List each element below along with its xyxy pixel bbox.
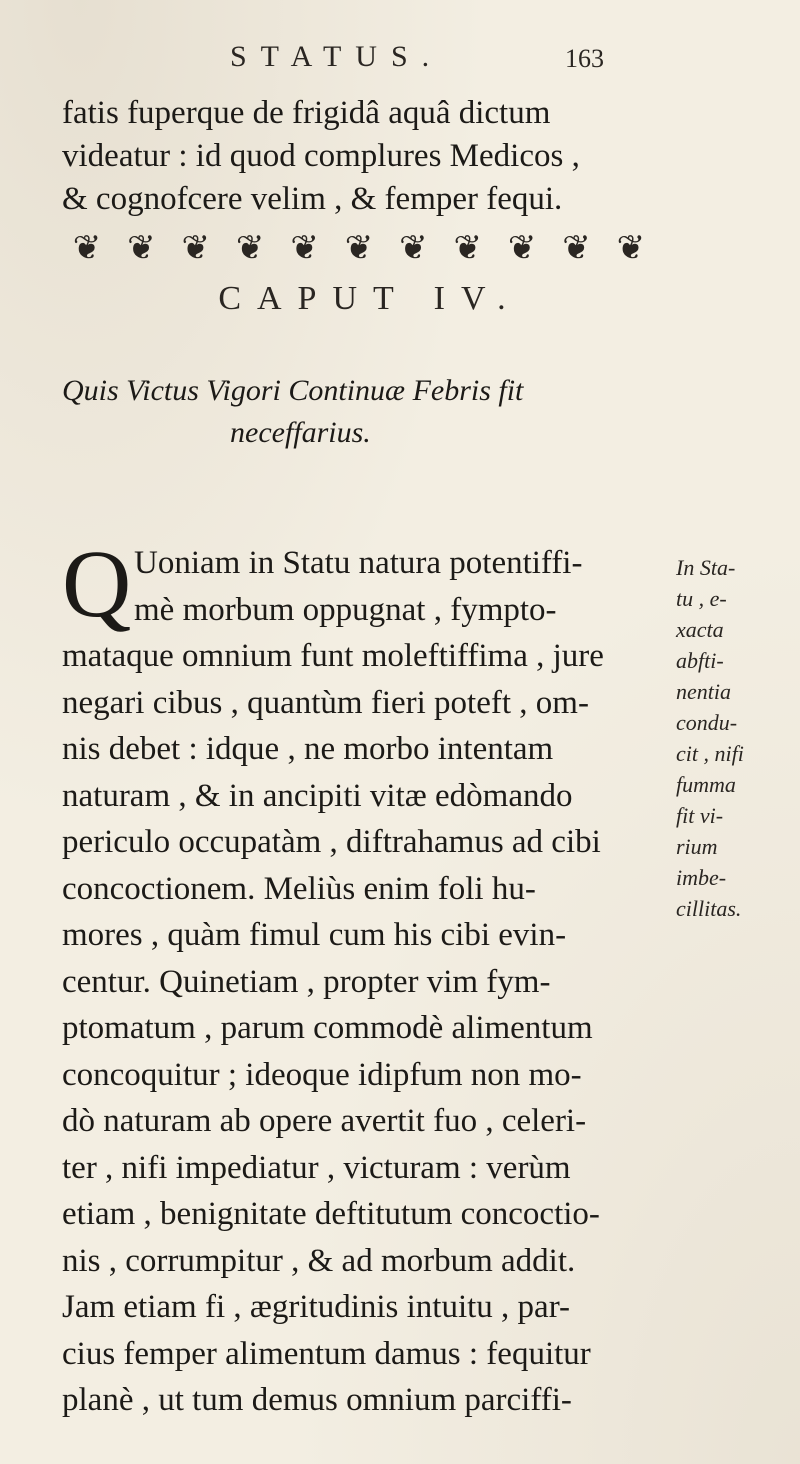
intro-paragraph [62, 92, 662, 221]
text-line: Jam etiam fi , ægritudinis intuitu , par- [62, 1289, 571, 1325]
text-line: & cognofcere velim , & femper fequi. [62, 181, 563, 217]
text-line: ptomatum , parum commodè alimentum [62, 1010, 593, 1046]
text-line: concoctionem. Meliùs enim foli hu- [62, 870, 536, 907]
marginal-line: cillitas. [676, 896, 742, 921]
marginal-line: condu- [676, 710, 738, 735]
text-line: periculo occupatàm , diftrahamus ad cibi [62, 824, 601, 860]
chapter-question [62, 370, 662, 454]
page-header [0, 40, 800, 80]
text-line: nis , corrumpitur , & ad morbum addit. [62, 1242, 576, 1279]
text-line: nis debet : idque , ne morbo intentam [62, 731, 554, 767]
chapter-question-line: Quis Victus Vigori Continuæ Febris fit [62, 374, 524, 407]
floral-fleuron-icon: ❦ [127, 228, 156, 268]
ornamental-divider [62, 230, 656, 270]
text-line: concoquitur ; ideoque idipfum non mo- [62, 1056, 582, 1093]
text-line: cius femper alimentum damus : fequitur [62, 1335, 591, 1372]
marginal-line: In Sta- [676, 555, 736, 580]
floral-fleuron-icon: ❦ [507, 228, 537, 268]
marginal-line: abfti- [676, 648, 724, 673]
marginal-line: rium [676, 834, 718, 859]
floral-fleuron-icon: ❦ [616, 228, 646, 268]
text-line: naturam , & in ancipiti vitæ edòmando [62, 777, 573, 814]
text-line: dò naturam ab opere avertit fuo , celeri- [62, 1103, 587, 1139]
running-head: STATUS. [230, 40, 444, 73]
marginal-line: tu , e- [676, 586, 727, 611]
body-paragraph [62, 530, 662, 1424]
floral-fleuron-icon: ❦ [399, 228, 428, 268]
text-line: mataque omnium funt moleftiffima , jure [62, 638, 604, 674]
marginal-line: fit vi- [676, 803, 724, 828]
floral-fleuron-icon: ❦ [235, 228, 265, 268]
marginal-line: nentia [676, 679, 731, 704]
chapter-title: CAPUT IV. [218, 280, 522, 317]
page-number: 163 [565, 44, 604, 73]
marginal-line: imbe- [676, 865, 727, 890]
text-line: negari cibus , quantùm fieri poteft , om- [62, 684, 589, 721]
floral-fleuron-icon: ❦ [181, 228, 211, 268]
chapter-question-line: neceffarius. [230, 416, 371, 449]
marginal-line: xacta [676, 617, 724, 642]
text-line: Uoniam in Statu natura potentiffi- [134, 545, 583, 581]
floral-fleuron-icon: ❦ [290, 228, 319, 268]
text-line: planè , ut tum demus omnium parciffi- [62, 1382, 572, 1418]
floral-fleuron-icon: ❦ [453, 228, 482, 268]
text-line: ter , nifi impediatur , victuram : verùm [62, 1149, 571, 1186]
marginal-line: cit , nifi [676, 741, 744, 766]
marginal-note [676, 552, 796, 924]
text-line: mores , quàm fimul cum his cibi evin- [62, 917, 567, 953]
floral-fleuron-icon: ❦ [562, 228, 591, 268]
marginal-line: fumma [676, 772, 736, 797]
text-line: etiam , benignitate deftitutum concoctio- [62, 1196, 600, 1232]
drop-cap: Q [62, 530, 132, 637]
text-line: videatur : id quod complures Medicos , [62, 138, 580, 174]
text-line: fatis fuperque de frigidâ aquâ dictum [62, 95, 551, 131]
text-line: mè morbum oppugnat , fympto- [134, 591, 557, 628]
floral-fleuron-icon: ❦ [72, 228, 102, 268]
text-line: centur. Quinetiam , propter vim fym- [62, 963, 551, 1000]
floral-fleuron-icon: ❦ [344, 228, 374, 268]
